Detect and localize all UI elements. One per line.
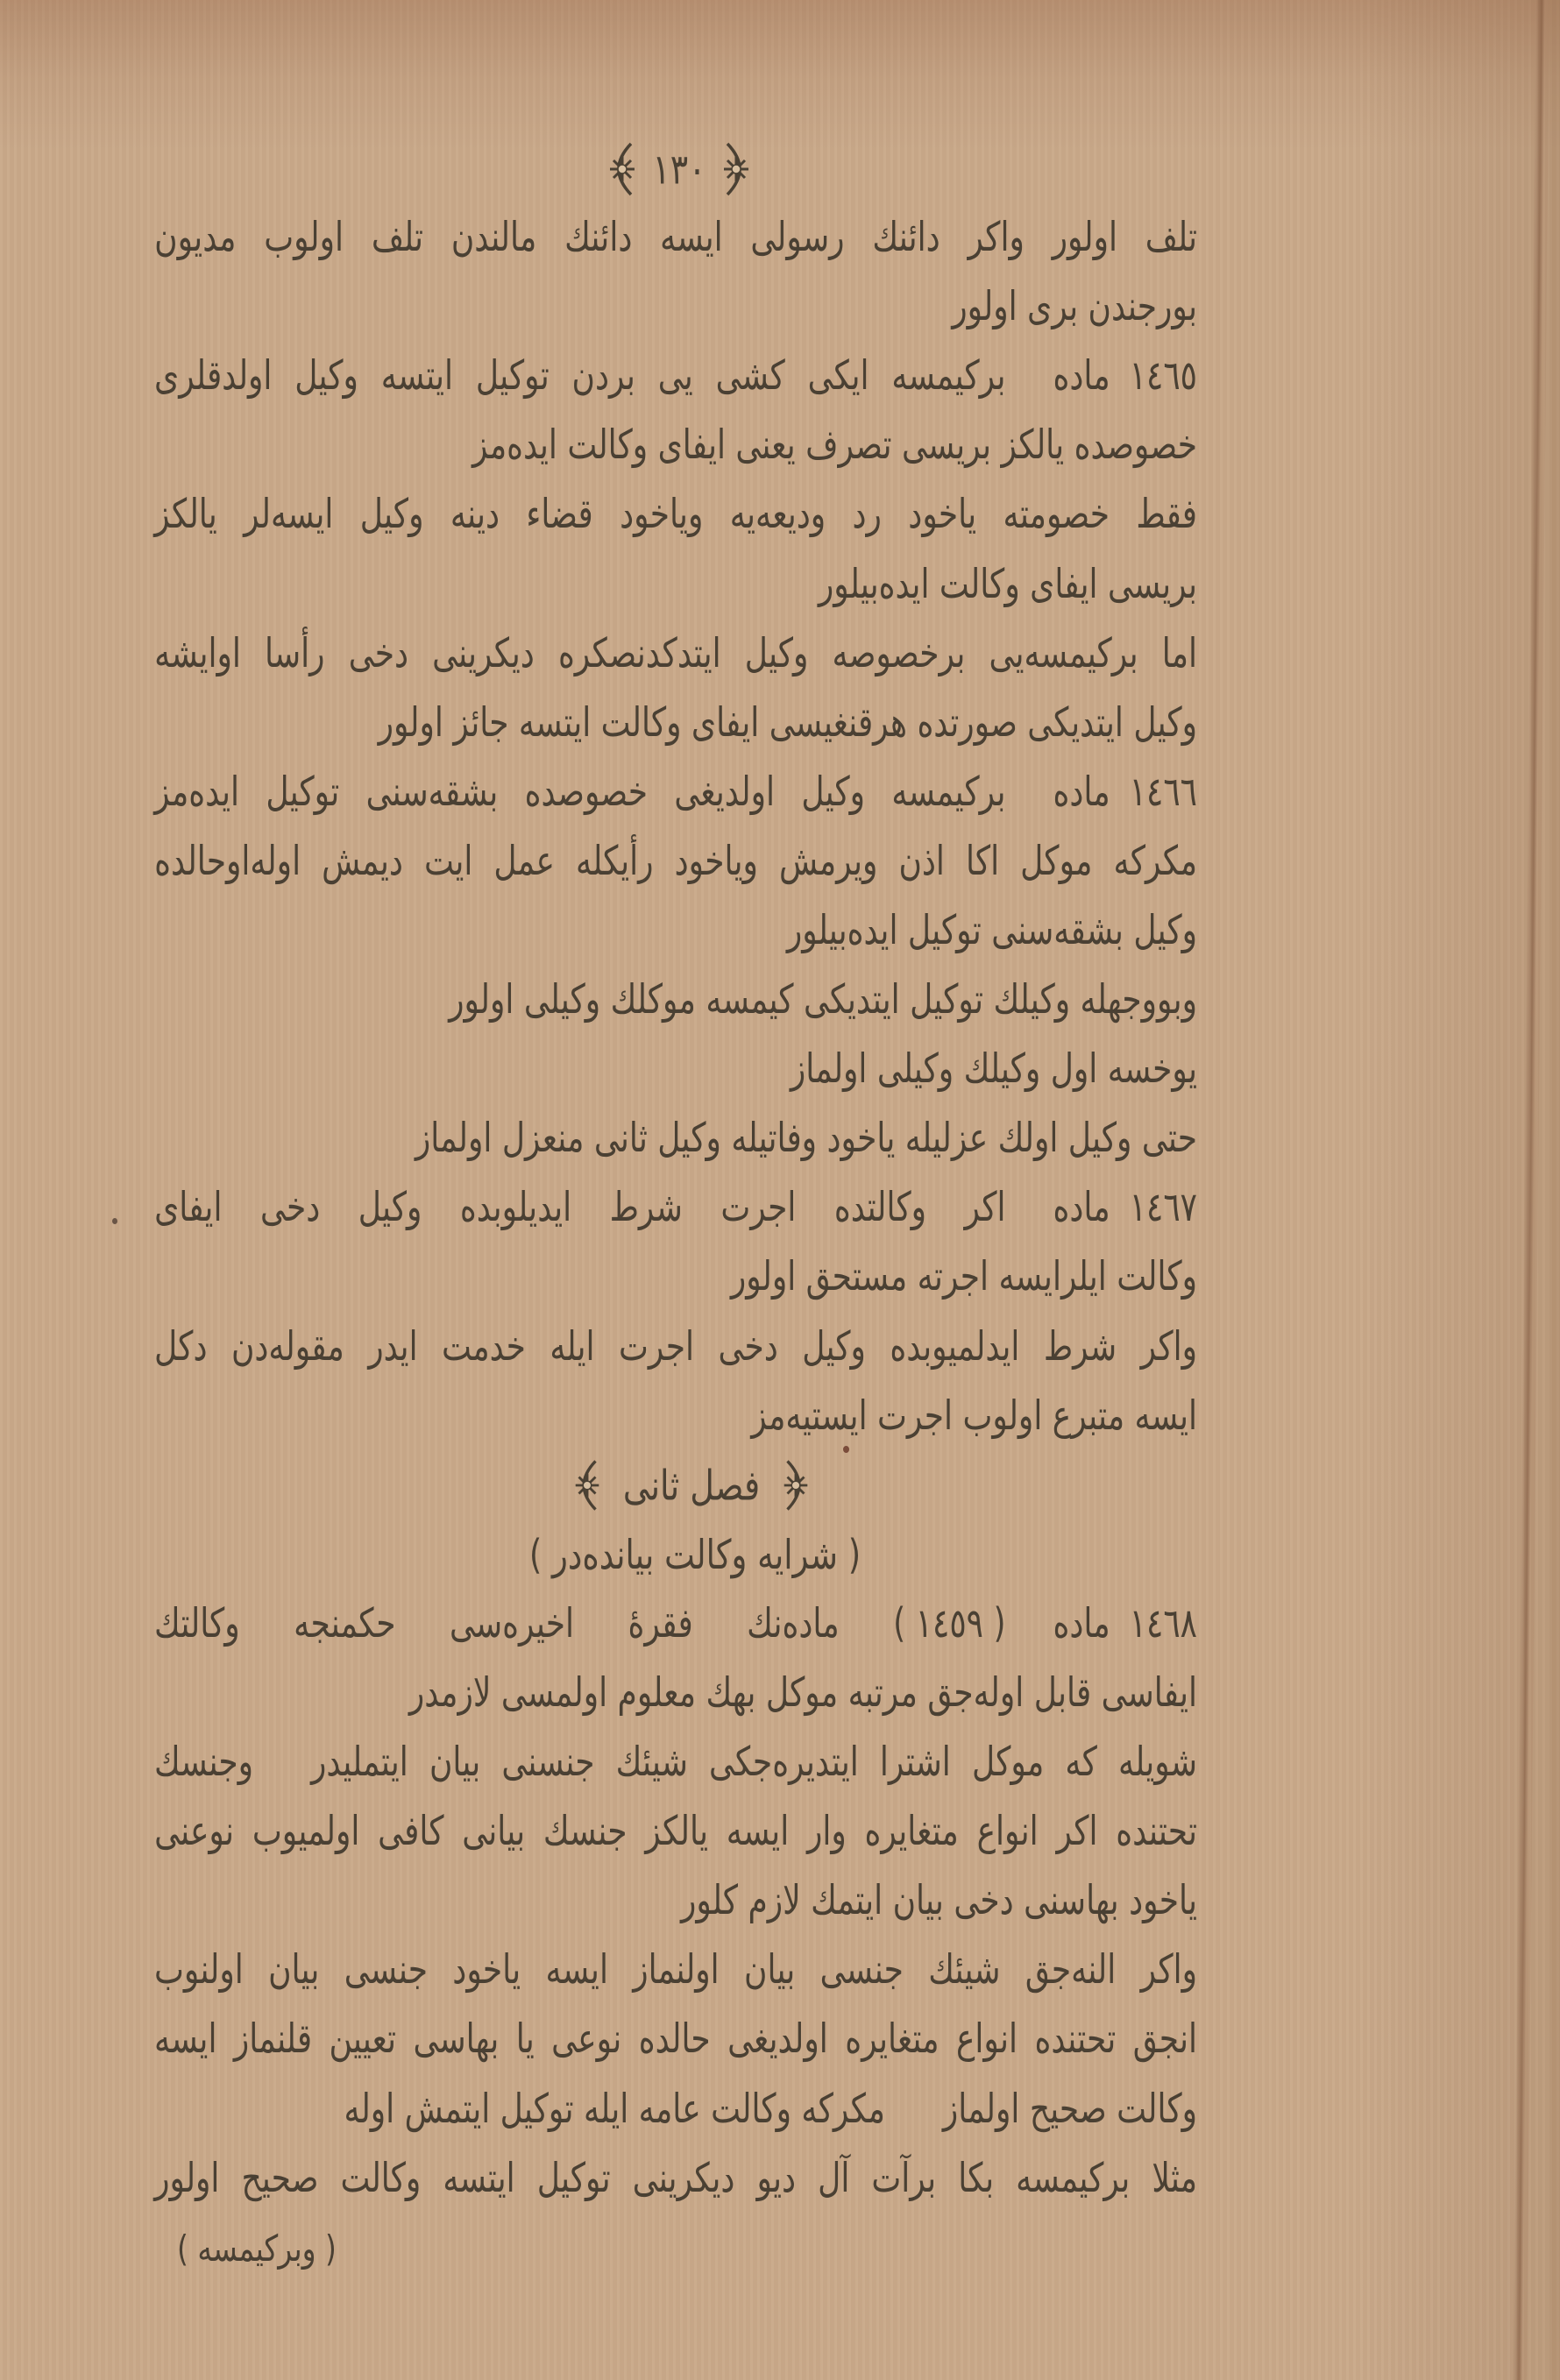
text-line: [154, 1659, 1197, 1728]
word: خصوصده: [524, 769, 649, 816]
text-line: [154, 896, 1197, 966]
word: واكر: [968, 215, 1025, 261]
word: ايسه: [545, 1947, 608, 1994]
word: وكالتك: [154, 1601, 240, 1647]
text-line: [154, 620, 1197, 689]
text-line: [154, 411, 1197, 480]
word: بيان: [429, 1739, 481, 1786]
word: اجرت: [720, 1185, 797, 1232]
word: بكا: [958, 2155, 995, 2202]
word: كه: [1065, 1739, 1097, 1786]
word: اولديغى: [674, 769, 776, 816]
line-text: [311, 1739, 1197, 1785]
text-line: [154, 549, 1197, 619]
text-line: [154, 1382, 1197, 1451]
word: ايدلميوبده: [890, 1323, 1020, 1371]
word: شويله: [1118, 1739, 1197, 1786]
word: بيان: [268, 1947, 320, 1994]
word: انجق: [1132, 2016, 1197, 2064]
line-text: ياخود بهاسنى دخى بيان ايتمك لازم كلور: [680, 1878, 1197, 1925]
line-text: [154, 1809, 1197, 1854]
word: مكركه: [1113, 839, 1197, 885]
word: واكر: [1140, 1947, 1197, 1994]
line-tail-text: مكركه وكالت عامه ايله توكيل ايتمش اوله: [344, 2086, 885, 2133]
word: موكل: [971, 1739, 1045, 1786]
word: رسولى: [750, 215, 845, 261]
word: مثلا: [1152, 2155, 1197, 2202]
word: ايتدكدنصكره: [557, 630, 721, 677]
text-line: [154, 1313, 1197, 1382]
section-subtitle-row: [154, 1520, 1197, 1590]
text-line: [154, 273, 1197, 342]
word: اشترا: [879, 1739, 951, 1786]
word: رأيكله: [576, 839, 654, 885]
word: اوله‌اوحالده: [154, 839, 301, 885]
word: جنسك: [542, 1809, 628, 1855]
word: ياخود: [452, 1947, 521, 1994]
ink-speck: [112, 1218, 117, 1224]
text-line: [154, 2075, 1197, 2144]
word: اولديغى: [727, 2016, 828, 2064]
text-line: [154, 966, 1197, 1035]
word: موكل: [1020, 839, 1093, 885]
word: قلنماز: [233, 2016, 313, 2064]
word: توكيل: [475, 353, 550, 400]
line-text: وبووجهله وكيلك توكيل ايتديكى كيمسه موكلك وكيلى اولور: [449, 977, 1197, 1024]
line-text: [154, 353, 1006, 399]
line-text: وكالت صحيح اولماز: [942, 2086, 1197, 2133]
word: توكيل: [266, 769, 340, 816]
line-text: بريسى ايفاى وكالت ايده‌بيلور: [818, 561, 1197, 608]
text-line: [154, 1243, 1197, 1312]
line-text: يوخسه اول وكيلك وكيلى اولماز: [790, 1046, 1197, 1093]
line-text: خصوصده يالكز بريسى تصرف يعنى ايفاى وكالت ايده‌مز: [472, 422, 1197, 470]
word: ايكى: [807, 353, 869, 400]
word: دكل: [154, 1323, 208, 1371]
word: بيان: [744, 1947, 796, 1994]
line-text: [154, 492, 1197, 538]
word: تحتنده: [1116, 1809, 1197, 1855]
word: اولوب: [264, 215, 344, 261]
text-line: [154, 1797, 1197, 1866]
word: وكالت: [340, 2155, 422, 2202]
word: ايسه‌لر: [244, 492, 334, 539]
word: ( ١٤٥٩ ): [893, 1601, 1006, 1647]
word: فقرۀ: [628, 1601, 693, 1647]
word: اولميوب: [252, 1809, 360, 1855]
text-line: [154, 2005, 1197, 2074]
word: تلف: [371, 215, 424, 261]
line-text: [154, 839, 1197, 884]
word: ويرمش: [778, 839, 878, 885]
word: خصومته: [1003, 492, 1110, 539]
word: برآت: [871, 2155, 937, 2202]
line-text: [154, 2017, 1197, 2063]
word: بردن: [571, 353, 635, 400]
line-text: وكيل بشقه‌سنى توكيل ايده‌بيلور: [786, 908, 1197, 954]
word: بشقه‌سنى: [365, 769, 499, 816]
word: نوعى: [551, 2016, 622, 2064]
word: قضاء: [526, 492, 593, 539]
catchword: ( وبركيمسه ): [177, 2226, 337, 2270]
word: وديعه‌يه: [729, 492, 826, 539]
line-text: وكيل ايتديكى صورتده هرقنغيسى ايفاى وكالت ايتسه جائز اولور: [378, 699, 1197, 747]
line-tail-text: وجنسك: [154, 1739, 253, 1786]
word: ايدر: [368, 1323, 418, 1371]
word: خدمت: [442, 1323, 526, 1371]
article-number: ١٤٦٧: [1129, 1185, 1197, 1232]
word: وار: [806, 1809, 847, 1855]
article-label: [1053, 769, 1198, 815]
catchword-row: [154, 2214, 1197, 2283]
word: برخصوصه: [832, 630, 966, 677]
word: اولور: [154, 2155, 220, 2202]
word: توكيل: [536, 2155, 611, 2202]
word: يى: [657, 353, 693, 400]
line-text: [154, 1324, 1197, 1370]
text-line: [154, 203, 1197, 273]
word: متغايره: [845, 2016, 940, 2064]
page-number-header: [596, 138, 762, 200]
word: دخى: [348, 630, 408, 677]
word: ماده‌نك: [747, 1601, 840, 1647]
word: بهاسى: [413, 2016, 500, 2064]
word: تلف: [1145, 215, 1197, 261]
text-line: [154, 1728, 1197, 1797]
word: ديكرينى: [632, 2155, 735, 2202]
word: شرط: [609, 1185, 683, 1232]
line-text: [154, 1948, 1197, 1994]
word: اكا: [966, 839, 1000, 885]
word: اذن: [898, 839, 945, 885]
word: اكر: [964, 1185, 1006, 1232]
text-line: [154, 2144, 1197, 2214]
text-line: [154, 827, 1197, 896]
word: ايتمليدر: [311, 1739, 408, 1786]
section-heading: [154, 1451, 1197, 1520]
word: اوايشه: [154, 630, 241, 677]
article-label: [1053, 1601, 1198, 1647]
article-number: ١٤٦٥: [1129, 353, 1197, 400]
article-word: ماده: [1053, 353, 1110, 400]
word: شيئك: [615, 1739, 688, 1786]
word: نوعنى: [154, 1809, 235, 1855]
star-bracket-ornament-icon: [719, 140, 754, 198]
article-1466-line: [154, 758, 1197, 827]
word: وكيل: [801, 769, 866, 816]
word: بيانى: [462, 1809, 526, 1855]
word: وكيل: [358, 1185, 422, 1232]
word: بركيمسه: [891, 353, 1006, 400]
text-line: [154, 1035, 1197, 1104]
word: وكيل: [359, 492, 424, 539]
page-number: ١٣٠: [652, 145, 706, 194]
word: دائنك: [564, 215, 633, 261]
word: شيئك: [928, 1947, 1001, 1994]
line-text: [154, 1601, 1006, 1647]
word: بركيمسه: [891, 769, 1006, 816]
word: جنسى: [344, 1947, 428, 1994]
word: صحيح: [241, 2155, 319, 2202]
word: اولنوب: [154, 1947, 244, 1994]
word: واكر: [1140, 1323, 1197, 1371]
line-text: حتى وكيل اولك عزليله ياخود وفاتيله وكيل ثانى منعزل اولماز: [415, 1116, 1197, 1163]
section-title: فصل ثانى: [622, 1461, 761, 1510]
article-1465-line: [154, 342, 1197, 411]
word: وكالتده: [833, 1185, 926, 1232]
word: مديون: [154, 215, 237, 261]
word: اكر: [1056, 1809, 1098, 1855]
adjacent-page-strip: [1549, 0, 1560, 2380]
word: عمل: [493, 839, 555, 885]
word: وياخود: [674, 839, 758, 885]
word: يالكز: [645, 1809, 708, 1855]
word: وياخود: [620, 492, 704, 539]
text-line: [154, 1866, 1197, 1936]
text-line: [154, 480, 1197, 549]
word: آل: [818, 2155, 850, 2202]
word: وكيل: [744, 630, 809, 677]
word: ايسه: [154, 2016, 217, 2064]
article-1467-line: [154, 1173, 1197, 1243]
word: اولنماز: [633, 1947, 720, 1994]
word: ديو: [756, 2155, 797, 2202]
word: انواع: [955, 2016, 1018, 2064]
word: وكيل: [802, 1323, 866, 1371]
word: دخى: [718, 1323, 778, 1371]
word: دائنك: [872, 215, 940, 261]
word: شرط: [1043, 1323, 1117, 1371]
line-text: [154, 2156, 1197, 2201]
word: تعيين: [329, 2016, 397, 2064]
word: مقوله‌دن: [230, 1323, 344, 1371]
word: النه‌جق: [1025, 1947, 1117, 1994]
word: ايتسه: [443, 2155, 515, 2202]
word: اولور: [1052, 215, 1117, 261]
line-text: بورجندن برى اولور: [952, 284, 1197, 330]
line-text: [154, 1186, 1006, 1231]
word: ايسه: [660, 215, 723, 261]
line-text: وكالت ايلرايسه اجرته مستحق اولور: [730, 1254, 1197, 1301]
line-text: ايسه متبرع اولوب اجرت ايستيه‌مز: [751, 1392, 1197, 1440]
word: ايتديره‌جكى: [709, 1739, 859, 1786]
star-bracket-ornament-icon: [779, 1457, 812, 1513]
word: دخى: [259, 1185, 321, 1232]
word: جنسى: [819, 1947, 904, 1994]
word: حكمنجه: [294, 1601, 396, 1647]
word: يالكز: [154, 492, 217, 539]
article-word: ماده: [1053, 1185, 1110, 1232]
star-bracket-ornament-icon: [605, 140, 640, 198]
word: ديمش: [322, 839, 403, 885]
word: ايفاى: [154, 1185, 223, 1232]
word: اخيره‌سى: [450, 1601, 575, 1647]
word: متغايره: [864, 1809, 959, 1855]
word: حالده: [638, 2016, 711, 2064]
word: اولدقلرى: [154, 353, 273, 400]
word: ياخود: [908, 492, 977, 539]
article-1468-line: [154, 1590, 1197, 1659]
article-label: [1053, 353, 1198, 399]
text-line: [154, 1104, 1197, 1173]
article-label: [1053, 1186, 1198, 1231]
word: مالندن: [450, 215, 537, 261]
word: وكيل: [294, 353, 358, 400]
text-line: [154, 689, 1197, 758]
article-word: ماده: [1053, 769, 1110, 816]
article-word: ماده: [1053, 1601, 1110, 1647]
word: ديكرينى: [432, 630, 535, 677]
star-bracket-ornament-icon: [571, 1457, 604, 1513]
line-text: [154, 769, 1006, 815]
word: بركيمسه‌يى: [989, 630, 1138, 677]
line-text: ايفاسى قابل اوله‌جق مرتبه موكل بهك معلوم اولمسى لازمدر: [408, 1670, 1197, 1717]
word: ايتسه: [380, 353, 454, 400]
word: رد: [852, 492, 882, 539]
word: انواع: [976, 1809, 1039, 1855]
word: دينه: [450, 492, 500, 539]
word: اجرت: [619, 1323, 695, 1371]
word: ايديلوبده: [459, 1185, 572, 1232]
line-text: [154, 215, 1197, 260]
article-number: ١٤٦٦: [1129, 769, 1197, 816]
article-number: ١٤٦٨: [1129, 1601, 1197, 1647]
text-line: [154, 1936, 1197, 2005]
word: ايله: [550, 1323, 595, 1371]
word: اما: [1161, 630, 1197, 677]
word: بركيمسه: [1016, 2155, 1131, 2202]
word: ايده‌مز: [154, 769, 240, 816]
line-text: [154, 631, 1197, 676]
word: رأسا: [265, 630, 325, 677]
word: ايت: [423, 839, 473, 885]
word: جنسنى: [501, 1739, 595, 1786]
page-edge-shadow: [1513, 0, 1549, 2380]
word: يا: [515, 2016, 535, 2064]
word: كشى: [715, 353, 785, 400]
word: فقط: [1136, 492, 1197, 539]
page-body: [154, 203, 1197, 2283]
section-subtitle: ( شرايه وكالت بيانده‌در ): [528, 1531, 862, 1579]
word: كافى: [378, 1809, 444, 1855]
word: ايسه: [726, 1809, 790, 1855]
word: تحتنده: [1034, 2016, 1117, 2064]
